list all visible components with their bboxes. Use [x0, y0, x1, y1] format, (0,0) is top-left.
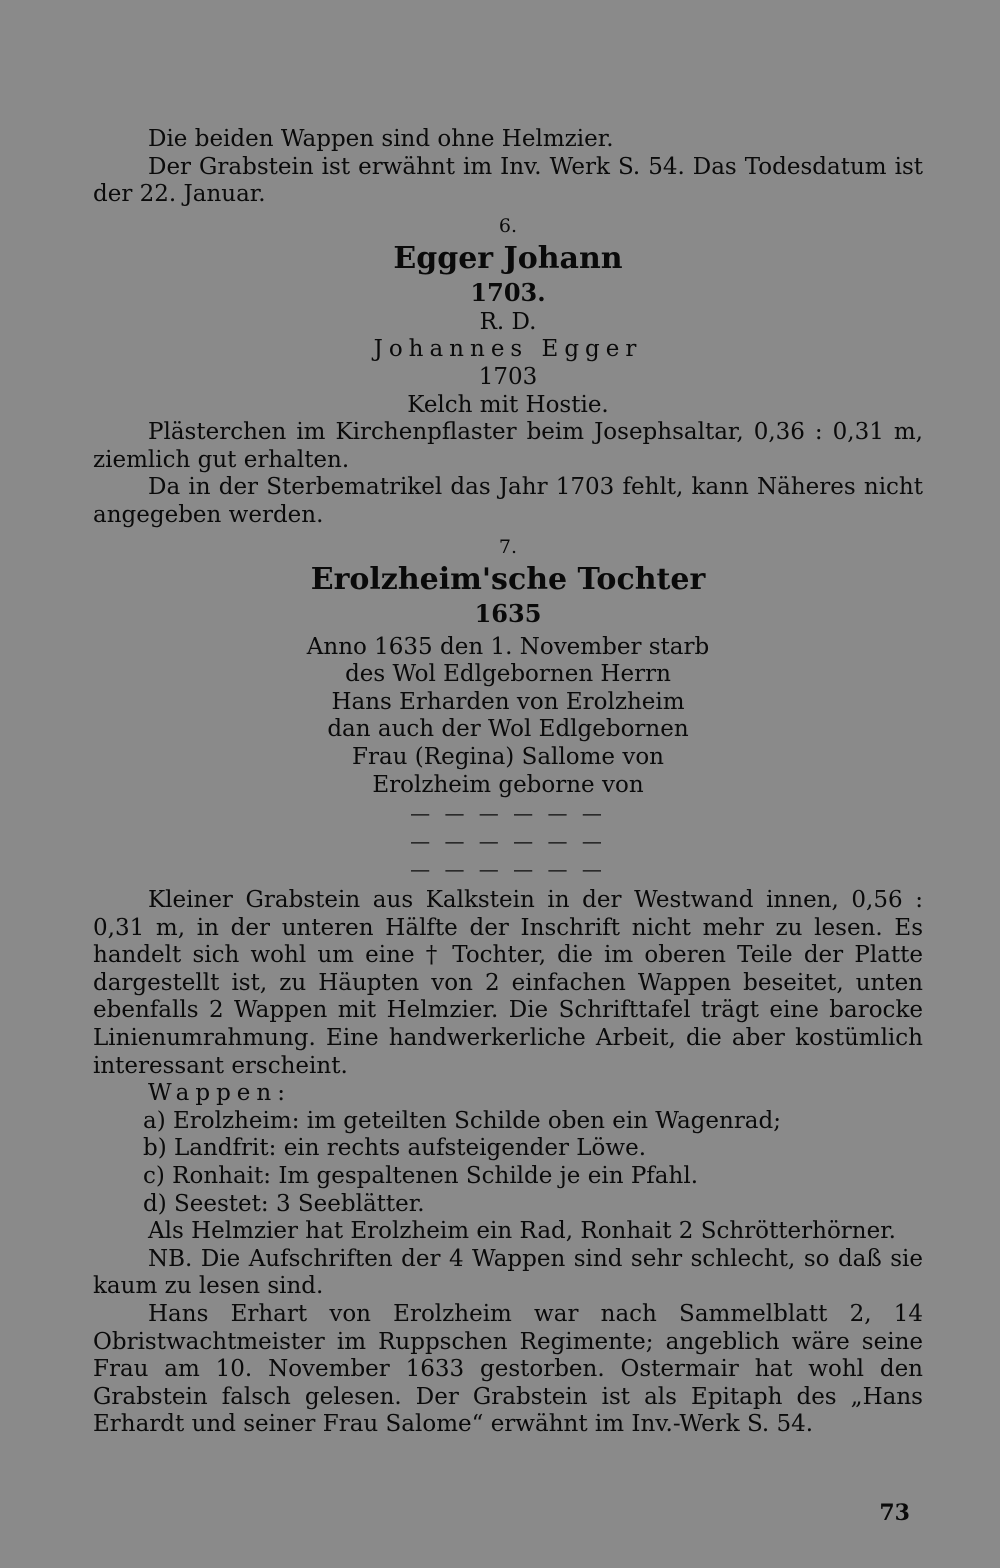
entry-title: Erolzheim'sche Tochter	[310, 561, 706, 597]
wappen-label: Wappen:	[148, 1080, 291, 1107]
inscription-line: 1703	[478, 363, 538, 390]
paragraph: Kleiner Grabstein aus Kalkstein in der Westwand innen, 0,56 : 0,31 m, in der unteren Hälfte der Inschrift nicht mehr zu lesen. Es handelt sich wohl um eine † Tochter, die im oberen Teile der Platte dargestellt ist, zu Häupten von 2 einfachen Wappen beseitet, unten ebenfalls 2 Wappen mit Helmzier. Die Schrifttafel trägt eine barocke Linienumrahmung. Eine handwerkerliche Arbeit, die aber kostümlich interessant erscheint.	[93, 887, 923, 1079]
entry-title: Egger Johann	[393, 240, 623, 276]
wappen-item: d) Seestet: 3 Seeblätter.	[143, 1190, 425, 1217]
inscription-line: Johannes Egger	[373, 336, 643, 363]
entry-year: 1703.	[470, 277, 546, 307]
inscription-line: Anno 1635 den 1. November starb	[306, 633, 710, 660]
inscription-line: dan auch der Wol Edlgebornen	[327, 716, 689, 743]
illegible-line: — — — — — —	[410, 829, 606, 854]
inscription-line: Kelch mit Hostie.	[407, 391, 609, 418]
page-body	[93, 126, 923, 1439]
wappen-item: b) Landfrit: ein rechts aufsteigender Löwe.	[143, 1135, 647, 1162]
intro-line-2: Der Grabstein ist erwähnt im Inv. Werk S. 54. Das Todesdatum ist der 22. Januar.	[93, 153, 923, 208]
entry-number: 7.	[498, 535, 518, 558]
paragraph: NB. Die Aufschriften der 4 Wappen sind sehr schlecht, so daß sie kaum zu lesen sind.	[93, 1245, 923, 1300]
entry-number: 6.	[498, 214, 518, 237]
inscription-line: des Wol Edlgebornen Herrn	[345, 661, 671, 688]
inscription-line: R. D.	[479, 308, 537, 335]
wappen-item: a) Erolzheim: im geteilten Schilde oben ein Wagenrad;	[143, 1107, 781, 1134]
inscription-line: Hans Erharden von Erolzheim	[331, 688, 685, 715]
paragraph: Plästerchen im Kirchenpflaster beim Josephsaltar, 0,36 : 0,31 m, ziemlich gut erhalten.	[93, 419, 923, 473]
entry-year: 1635	[474, 598, 542, 628]
illegible-line: — — — — — —	[410, 857, 606, 882]
paragraph: Da in der Sterbematrikel das Jahr 1703 fehlt, kann Näheres nicht angegeben werden.	[93, 474, 923, 528]
paragraph: Hans Erhart von Erolzheim war nach Sammelblatt 2, 14 Obristwachtmeister im Ruppschen Regimente; angeblich wäre seine Frau am 10. November 1633 gestorben. Ostermair hat wohl den Grabstein falsch gelesen. Der Grabstein ist als Epitaph des „Hans Erhardt und seiner Frau Salome“ erwähnt im Inv.-Werk S. 54.	[93, 1301, 923, 1438]
illegible-line: — — — — — —	[410, 801, 606, 826]
inscription-line: Erolzheim geborne von	[372, 771, 644, 798]
paragraph: Als Helmzier hat Erolzheim ein Rad, Ronhait 2 Schrötterhörner.	[148, 1218, 896, 1245]
intro-line-1: Die beiden Wappen sind ohne Helmzier.	[148, 126, 614, 152]
wappen-item: c) Ronhait: Im gespaltenen Schilde je ein Pfahl.	[143, 1163, 698, 1190]
inscription-line: Frau (Regina) Sallome von	[352, 743, 664, 770]
page-number: 73	[879, 1500, 910, 1526]
